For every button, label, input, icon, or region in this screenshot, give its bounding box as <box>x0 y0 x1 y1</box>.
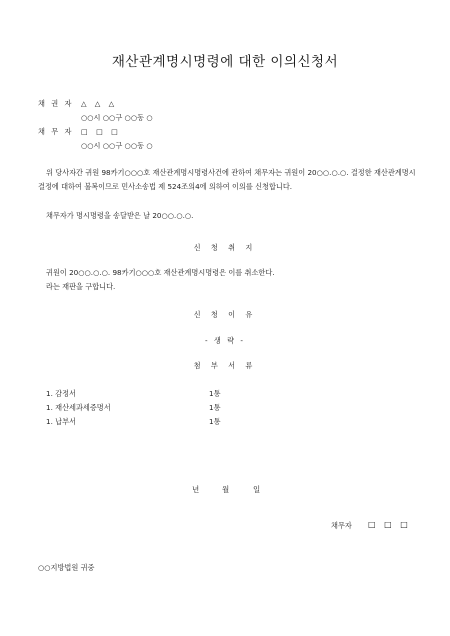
date-day: 일 <box>253 485 261 494</box>
document-title: 재산관계명시명령에 대한 이의신청서 <box>111 54 339 70</box>
body-paragraph: 위 당사자간 귀원 98카기○○○호 재산관계명시명령사건에 관하여 채무자는 귀원이 20○○.○.○. 결정한 재산관계명시결정에 대하여 불복이므로 민사소송법 제 524조의4에 의하여 이의를 신청합니다. <box>38 168 416 191</box>
attachment-item-name: 1. 감정서 <box>46 389 76 398</box>
attachment-item-qty: 1통 <box>209 417 221 426</box>
court-addressee: ○○지방법원 귀중 <box>38 563 95 572</box>
attachment-item-name: 1. 재산세과세증명서 <box>46 403 111 412</box>
creditor-name: △ △ △ <box>81 99 118 108</box>
attachment-item-qty: 1통 <box>209 389 221 398</box>
reason-heading: 신 청 이 유 <box>193 310 257 319</box>
creditor-address: ○○시 ○○구 ○○동 ○ <box>81 113 153 122</box>
purpose-heading: 신 청 취 지 <box>193 243 257 252</box>
attachment-item-qty: 1통 <box>209 403 221 412</box>
attachments-heading: 첨 부 서 류 <box>193 361 257 370</box>
debtor-label: 채 무 자 <box>38 127 74 136</box>
reason-text: - 생 략 - <box>205 336 245 345</box>
signature-name: □ □ □ <box>368 520 411 529</box>
purpose-line-2: 라는 재판을 구합니다. <box>46 282 116 291</box>
attachment-item-name: 1. 납부서 <box>46 417 76 426</box>
date-month: 월 <box>222 485 230 494</box>
debtor-name: □ □ □ <box>81 127 121 136</box>
service-date: 채무자가 명시명령을 송달받은 날 20○○.○.○. <box>46 211 194 220</box>
signature-label: 채무자 <box>331 521 352 530</box>
purpose-line-1: 귀원이 20○○.○.○. 98카기○○○호 재산관계명시명령은 이를 취소한다. <box>46 268 275 277</box>
debtor-address: ○○시 ○○구 ○○동 ○ <box>81 141 153 150</box>
date-year: 년 <box>192 485 200 494</box>
creditor-label: 채 권 자 <box>38 99 74 108</box>
